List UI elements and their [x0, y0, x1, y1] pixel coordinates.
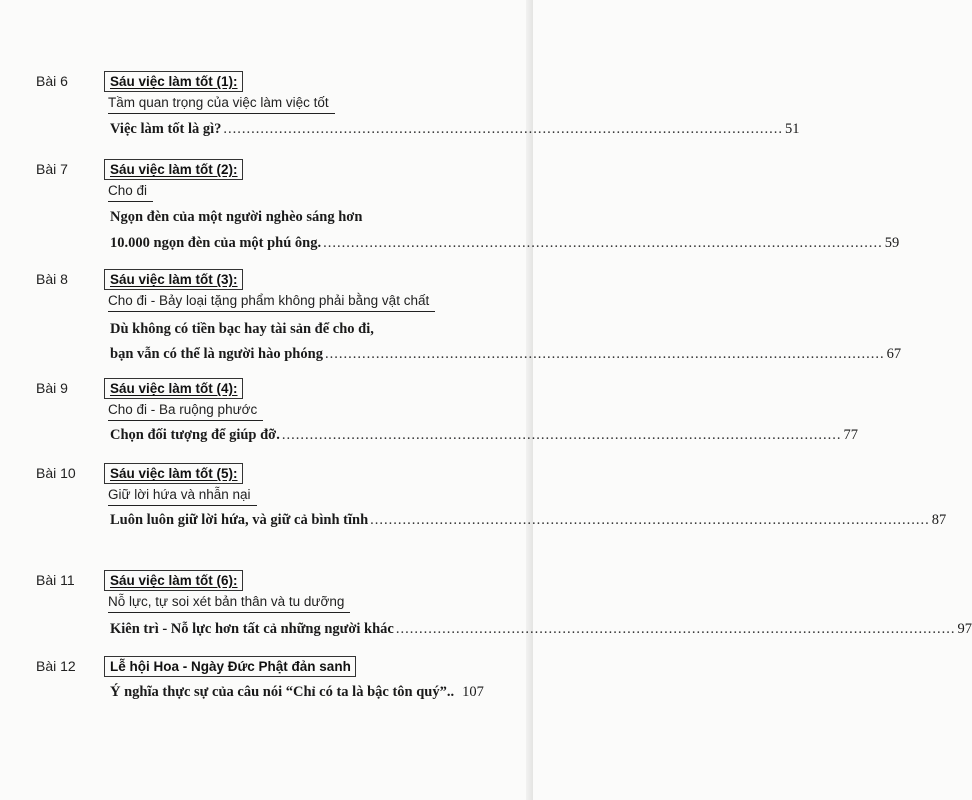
lesson-subtitle: Giữ lời hứa và nhẫn nại [108, 486, 257, 506]
lesson-title-line: Dù không có tiền bạc hay tài sản để cho đi, [110, 321, 374, 337]
series-title: Sáu việc làm tốt (4): [110, 381, 238, 396]
dot-leader: ......................................................................................................................... [370, 512, 930, 528]
lesson-subtitle: Cho đi [108, 182, 153, 202]
lesson-number: Bài 10 [36, 465, 76, 481]
lesson-title: Chọn đối tượng để giúp đỡ. [110, 427, 280, 443]
lesson-number: Bài 6 [36, 73, 68, 89]
series-title-box [104, 378, 243, 399]
series-title: Lễ hội Hoa - Ngày Đức Phật đản sanh [110, 659, 351, 674]
lesson-subtitle: Cho đi - Ba ruộng phước [108, 401, 263, 421]
lesson-number: Bài 11 [36, 572, 75, 588]
lesson-title: Việc làm tốt là gì? [110, 121, 222, 137]
lesson-number: Bài 7 [36, 161, 68, 177]
dot-leader: ......................................................................................................................... [281, 427, 842, 443]
page-number: 107 [462, 684, 484, 700]
dot-leader: ......................................................................................................................... [223, 121, 784, 137]
toc-line-with-page[interactable] [110, 620, 972, 638]
series-title: Sáu việc làm tốt (6): [110, 573, 238, 588]
page-number: 51 [785, 121, 800, 137]
page-number: 87 [931, 512, 947, 528]
toc-line-with-page[interactable] [110, 345, 902, 363]
page-number: 67 [886, 346, 902, 362]
lesson-number: Bài 8 [36, 271, 68, 287]
series-title-box [104, 269, 243, 290]
series-title-box [104, 570, 243, 591]
series-title-box [104, 463, 243, 484]
dot-leader: ......................................................................................................................... [395, 621, 956, 637]
toc-line-with-page[interactable] [110, 683, 496, 701]
toc-line-with-page[interactable] [110, 511, 947, 529]
series-title: Sáu việc làm tốt (3): [110, 272, 238, 287]
series-title: Sáu việc làm tốt (1): [110, 74, 238, 89]
lesson-title: Kiên trì - Nỗ lực hơn tất cả những người khác [110, 621, 394, 637]
dot-leader: ......................................................................................................................... [324, 346, 885, 362]
toc-line-with-page[interactable] [110, 426, 858, 444]
lesson-number: Bài 12 [36, 658, 76, 674]
lesson-title: 10.000 ngọn đèn của một phú ông. [110, 235, 322, 251]
lesson-title-line: Ngọn đèn của một người nghèo sáng hơn [110, 209, 363, 225]
toc-line-with-page[interactable] [110, 120, 800, 138]
lesson-title: Luôn luôn giữ lời hứa, và giữ cả bình tĩnh [110, 512, 369, 528]
series-title: Sáu việc làm tốt (2): [110, 162, 238, 177]
lesson-subtitle: Tầm quan trọng của việc làm việc tốt [108, 94, 335, 114]
series-title-box [104, 71, 243, 92]
lesson-subtitle: Nỗ lực, tự soi xét bản thân và tu dưỡng [108, 593, 350, 613]
page-number: 77 [843, 427, 858, 443]
series-title-box [104, 656, 356, 677]
lesson-subtitle: Cho đi - Bảy loại tặng phẩm không phải bằng vật chất [108, 292, 435, 312]
lesson-title: Ý nghĩa thực sự của câu nói “Chỉ có ta là bậc tôn quý”.. [110, 684, 455, 700]
lesson-number: Bài 9 [36, 380, 68, 396]
series-title: Sáu việc làm tốt (5): [110, 466, 238, 481]
page-number: 97 [957, 621, 972, 637]
series-title-box [104, 159, 243, 180]
dot-leader: ......................................................................................................................... [323, 235, 883, 251]
lesson-title: bạn vẫn có thể là người hào phóng [110, 346, 323, 362]
toc-line-with-page[interactable] [110, 234, 900, 252]
page-number: 59 [884, 235, 900, 251]
